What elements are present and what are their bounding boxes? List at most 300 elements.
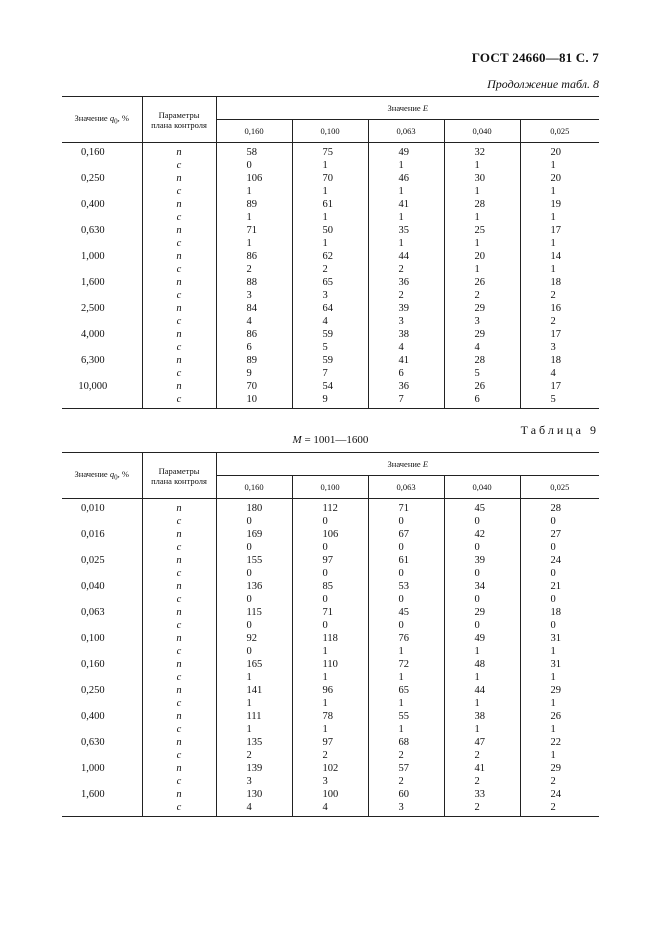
- param-symbol: n: [142, 198, 216, 211]
- sample-value: 24: [550, 555, 561, 566]
- sample-value: 1: [292, 723, 368, 736]
- sample-value: 1: [216, 723, 292, 736]
- table-row: [62, 499, 599, 516]
- sample-value: 9: [292, 393, 368, 409]
- q0-label-suffix: , %: [117, 468, 129, 479]
- sample-value: 0: [292, 515, 368, 528]
- sample-value: 1: [550, 186, 556, 197]
- sample-value: 20: [550, 147, 561, 158]
- sample-value: 2: [292, 749, 368, 762]
- q0-value: 0,630: [62, 224, 142, 237]
- q0-value: 1,000: [62, 250, 142, 263]
- q0-value: [62, 541, 142, 554]
- table-row: [62, 710, 599, 723]
- q0-value: 0,250: [62, 172, 142, 185]
- sample-value: 4: [368, 341, 444, 354]
- sample-value: 44: [368, 250, 444, 263]
- table-row: [62, 658, 599, 671]
- e-column-header: 0,025: [520, 120, 599, 143]
- sample-value: 2: [444, 289, 520, 302]
- sample-value: 5: [520, 393, 599, 409]
- params-label-line1: Параметры: [158, 465, 200, 476]
- table-row: [62, 250, 599, 263]
- sample-value: 18: [550, 277, 561, 288]
- sample-value: 38: [444, 710, 520, 723]
- table-row: [62, 632, 599, 645]
- param-symbol: n: [142, 380, 216, 393]
- sample-value: 72: [368, 658, 444, 671]
- sample-value: 102: [292, 762, 368, 775]
- q0-value: 2,500: [62, 302, 142, 315]
- q0-value: 0,400: [62, 710, 142, 723]
- param-symbol: c: [142, 749, 216, 762]
- q0-value: 4,000: [62, 328, 142, 341]
- table-9: [62, 452, 599, 817]
- sample-value: 17: [550, 225, 561, 236]
- e-symbol: E: [422, 103, 429, 113]
- sample-value: 41: [368, 198, 444, 211]
- table-row: [62, 380, 599, 393]
- table-row: [62, 684, 599, 697]
- sample-value: 0: [368, 619, 444, 632]
- sample-value: 34: [444, 580, 520, 593]
- q0-value: [62, 237, 142, 250]
- subtitle-symbol: M: [292, 434, 302, 446]
- sample-value: 1: [444, 185, 520, 198]
- param-symbol: n: [142, 499, 216, 516]
- sample-value: 55: [368, 710, 444, 723]
- sample-value: 36: [368, 380, 444, 393]
- table-row: [62, 354, 599, 367]
- table-row: [62, 143, 599, 160]
- param-symbol: c: [142, 775, 216, 788]
- sample-value: 28: [444, 354, 520, 367]
- sample-value: 3: [550, 342, 556, 353]
- table-row: [62, 367, 599, 380]
- sample-value: 135: [216, 736, 292, 749]
- sample-value: 41: [444, 762, 520, 775]
- sample-value: 4: [216, 315, 292, 328]
- q0-symbol: q: [109, 112, 115, 123]
- sample-value: 89: [216, 198, 292, 211]
- sample-value: 1: [444, 697, 520, 710]
- sample-value: 67: [368, 528, 444, 541]
- sample-value: 0: [216, 541, 292, 554]
- sample-value: 9: [216, 367, 292, 380]
- param-symbol: n: [142, 736, 216, 749]
- sample-value: 1: [292, 237, 368, 250]
- table-row: [62, 302, 599, 315]
- q0-value: [62, 567, 142, 580]
- sample-value: 0: [368, 541, 444, 554]
- sample-value: 5: [292, 341, 368, 354]
- sample-value: 0: [444, 567, 520, 580]
- sample-value: 22: [550, 737, 561, 748]
- param-symbol: n: [142, 580, 216, 593]
- q0-value: 10,000: [62, 380, 142, 393]
- e-column-header: 0,025: [520, 476, 599, 499]
- page-header: ГОСТ 24660—81 С. 7: [471, 50, 599, 65]
- q0-value: [62, 289, 142, 302]
- sample-value: 6: [444, 393, 520, 409]
- sample-value: 45: [444, 499, 520, 516]
- sample-value: 26: [550, 711, 561, 722]
- table-row: [62, 172, 599, 185]
- sample-value: 1: [550, 698, 556, 709]
- sample-value: 2: [444, 801, 520, 817]
- q0-value: 0,010: [62, 499, 142, 516]
- sample-value: 1: [368, 185, 444, 198]
- sample-value: 26: [444, 276, 520, 289]
- sample-value: 54: [292, 380, 368, 393]
- sample-value: 115: [216, 606, 292, 619]
- sample-value: 2: [216, 263, 292, 276]
- param-symbol: c: [142, 211, 216, 224]
- table-row: [62, 159, 599, 172]
- sample-value: 3: [216, 289, 292, 302]
- param-symbol: n: [142, 302, 216, 315]
- sample-value: 0: [444, 593, 520, 606]
- e-group-header: [216, 97, 599, 120]
- sample-value: 0: [550, 568, 556, 579]
- table-row: [62, 736, 599, 749]
- sample-value: 136: [216, 580, 292, 593]
- table-row: [62, 788, 599, 801]
- sample-value: 47: [444, 736, 520, 749]
- sample-value: 3: [216, 775, 292, 788]
- sample-value: 1: [444, 237, 520, 250]
- sample-value: 44: [444, 684, 520, 697]
- sample-value: 6: [368, 367, 444, 380]
- e-column-header: 0,063: [368, 120, 444, 143]
- e-column-header: 0,063: [368, 476, 444, 499]
- sample-value: 169: [216, 528, 292, 541]
- sample-value: 64: [292, 302, 368, 315]
- sample-value: 46: [368, 172, 444, 185]
- e-label-prefix: Значение: [387, 103, 423, 113]
- table-row: [62, 606, 599, 619]
- sample-value: 31: [550, 633, 561, 644]
- sample-value: 78: [292, 710, 368, 723]
- sample-value: 0: [550, 516, 556, 527]
- sample-value: 1: [292, 159, 368, 172]
- sample-value: 1: [292, 671, 368, 684]
- sample-value: 38: [368, 328, 444, 341]
- sample-value: 1: [550, 212, 556, 223]
- q0-value: 0,160: [62, 658, 142, 671]
- sample-value: 2: [216, 749, 292, 762]
- q0-value: [62, 775, 142, 788]
- sample-value: 49: [444, 632, 520, 645]
- q0-value: [62, 723, 142, 736]
- sample-value: 68: [368, 736, 444, 749]
- table-row: [62, 619, 599, 632]
- q0-label-prefix: Значение: [74, 468, 110, 479]
- sample-value: 97: [292, 736, 368, 749]
- sample-value: 1: [550, 264, 556, 275]
- sample-value: 106: [292, 528, 368, 541]
- sample-value: 42: [444, 528, 520, 541]
- sample-value: 16: [550, 303, 561, 314]
- param-symbol: n: [142, 632, 216, 645]
- e-column-header: 0,040: [444, 476, 520, 499]
- q0-value: 0,250: [62, 684, 142, 697]
- params-label-line2: плана контроля: [151, 119, 207, 130]
- sample-value: 0: [368, 515, 444, 528]
- sample-value: 3: [368, 315, 444, 328]
- table-row: [62, 554, 599, 567]
- sample-value: 1: [444, 671, 520, 684]
- sample-value: 31: [550, 659, 561, 670]
- params-column-header: [142, 453, 216, 499]
- sample-value: 3: [292, 289, 368, 302]
- q0-value: [62, 211, 142, 224]
- sample-value: 39: [368, 302, 444, 315]
- sample-value: 180: [216, 499, 292, 516]
- sample-value: 10: [216, 393, 292, 409]
- sample-value: 1: [216, 211, 292, 224]
- param-symbol: c: [142, 697, 216, 710]
- q0-value: [62, 367, 142, 380]
- sample-value: 1: [444, 645, 520, 658]
- params-label-line1: Параметры: [158, 109, 200, 120]
- e-column-header: 0,160: [216, 120, 292, 143]
- sample-value: 28: [550, 503, 561, 514]
- sample-value: 0: [292, 541, 368, 554]
- sample-value: 20: [444, 250, 520, 263]
- sample-value: 0: [550, 620, 556, 631]
- sample-value: 165: [216, 658, 292, 671]
- q0-label-prefix: Значение: [74, 112, 110, 123]
- sample-value: 36: [368, 276, 444, 289]
- sample-value: 28: [444, 198, 520, 211]
- table-row: [62, 541, 599, 554]
- sample-value: 2: [520, 801, 599, 817]
- sample-value: 1: [368, 645, 444, 658]
- sample-value: 3: [444, 315, 520, 328]
- q0-value: 0,400: [62, 198, 142, 211]
- param-symbol: c: [142, 367, 216, 380]
- sample-value: 65: [368, 684, 444, 697]
- q0-value: 1,000: [62, 762, 142, 775]
- sample-value: 18: [550, 607, 561, 618]
- sample-value: 0: [216, 515, 292, 528]
- sample-value: 1: [292, 185, 368, 198]
- sample-value: 26: [444, 380, 520, 393]
- q0-value: 0,160: [62, 143, 142, 160]
- sample-value: 106: [216, 172, 292, 185]
- sample-value: 0: [216, 593, 292, 606]
- param-symbol: c: [142, 619, 216, 632]
- sample-value: 1: [292, 211, 368, 224]
- sample-value: 112: [292, 499, 368, 516]
- sample-value: 1: [444, 263, 520, 276]
- sample-value: 33: [444, 788, 520, 801]
- table-row: [62, 276, 599, 289]
- sample-value: 30: [444, 172, 520, 185]
- sample-value: 1: [550, 160, 556, 171]
- sample-value: 1: [550, 750, 556, 761]
- param-symbol: n: [142, 224, 216, 237]
- param-symbol: c: [142, 567, 216, 580]
- sample-value: 3: [292, 775, 368, 788]
- sample-value: 1: [368, 211, 444, 224]
- table-8: [62, 96, 599, 409]
- table-row: [62, 697, 599, 710]
- param-symbol: n: [142, 328, 216, 341]
- param-symbol: c: [142, 723, 216, 736]
- sample-value: 2: [444, 775, 520, 788]
- param-symbol: c: [142, 263, 216, 276]
- sample-value: 0: [292, 593, 368, 606]
- sample-value: 1: [368, 671, 444, 684]
- sample-value: 65: [292, 276, 368, 289]
- sample-value: 85: [292, 580, 368, 593]
- sample-value: 0: [216, 567, 292, 580]
- sample-value: 18: [550, 355, 561, 366]
- q0-value: 6,300: [62, 354, 142, 367]
- sample-value: 75: [292, 143, 368, 160]
- param-symbol: n: [142, 276, 216, 289]
- param-symbol: c: [142, 315, 216, 328]
- table-row: [62, 289, 599, 302]
- sample-value: 0: [368, 567, 444, 580]
- param-symbol: c: [142, 541, 216, 554]
- sample-value: 21: [550, 581, 561, 592]
- q0-column-header: [62, 453, 142, 499]
- sample-value: 86: [216, 250, 292, 263]
- param-symbol: c: [142, 515, 216, 528]
- q0-value: [62, 697, 142, 710]
- table-9-subtitle: [0, 434, 661, 446]
- q0-value: 0,016: [62, 528, 142, 541]
- table-row: [62, 801, 599, 817]
- sample-value: 0: [292, 567, 368, 580]
- sample-value: 1: [368, 723, 444, 736]
- sample-value: 1: [292, 697, 368, 710]
- param-symbol: c: [142, 341, 216, 354]
- q0-value: [62, 315, 142, 328]
- param-symbol: n: [142, 143, 216, 160]
- param-symbol: c: [142, 289, 216, 302]
- sample-value: 2: [368, 775, 444, 788]
- sample-value: 35: [368, 224, 444, 237]
- table-continuation-label: Продолжение табл. 8: [487, 77, 599, 91]
- sample-value: 29: [550, 763, 561, 774]
- sample-value: 1: [550, 672, 556, 683]
- sample-value: 1: [216, 237, 292, 250]
- sample-value: 60: [368, 788, 444, 801]
- sample-value: 45: [368, 606, 444, 619]
- sample-value: 1: [550, 724, 556, 735]
- sample-value: 61: [292, 198, 368, 211]
- q0-value: [62, 593, 142, 606]
- sample-value: 39: [444, 554, 520, 567]
- sample-value: 1: [216, 185, 292, 198]
- table-row: [62, 224, 599, 237]
- q0-value: [62, 645, 142, 658]
- sample-value: 1: [368, 237, 444, 250]
- sample-value: 1: [550, 238, 556, 249]
- sample-value: 20: [550, 173, 561, 184]
- param-symbol: c: [142, 801, 216, 817]
- sample-value: 2: [444, 749, 520, 762]
- table-row: [62, 315, 599, 328]
- sample-value: 96: [292, 684, 368, 697]
- table-row: [62, 580, 599, 593]
- sample-value: 29: [444, 606, 520, 619]
- sample-value: 2: [368, 749, 444, 762]
- sample-value: 0: [368, 593, 444, 606]
- table-row: [62, 515, 599, 528]
- sample-value: 4: [292, 315, 368, 328]
- sample-value: 50: [292, 224, 368, 237]
- q0-value: [62, 185, 142, 198]
- q0-value: [62, 393, 142, 409]
- param-symbol: n: [142, 172, 216, 185]
- q0-value: 1,600: [62, 788, 142, 801]
- q0-value: 0,063: [62, 606, 142, 619]
- param-symbol: n: [142, 354, 216, 367]
- sample-value: 3: [368, 801, 444, 817]
- table-row: [62, 528, 599, 541]
- q0-value: [62, 159, 142, 172]
- table-row: [62, 749, 599, 762]
- sample-value: 24: [550, 789, 561, 800]
- sample-value: 25: [444, 224, 520, 237]
- param-symbol: n: [142, 788, 216, 801]
- q0-value: 0,630: [62, 736, 142, 749]
- q0-value: [62, 801, 142, 817]
- q0-value: 0,100: [62, 632, 142, 645]
- sample-value: 57: [368, 762, 444, 775]
- sample-value: 1: [444, 211, 520, 224]
- sample-value: 70: [292, 172, 368, 185]
- sample-value: 70: [216, 380, 292, 393]
- sample-value: 0: [216, 159, 292, 172]
- param-symbol: n: [142, 684, 216, 697]
- sample-value: 111: [216, 710, 292, 723]
- param-symbol: n: [142, 528, 216, 541]
- sample-value: 61: [368, 554, 444, 567]
- param-symbol: n: [142, 762, 216, 775]
- q0-column-header: [62, 97, 142, 143]
- param-symbol: c: [142, 185, 216, 198]
- sample-value: 48: [444, 658, 520, 671]
- sample-value: 71: [216, 224, 292, 237]
- sample-value: 53: [368, 580, 444, 593]
- e-column-header: 0,100: [292, 476, 368, 499]
- q0-subscript: 0: [114, 473, 118, 482]
- e-column-header: 0,160: [216, 476, 292, 499]
- sample-value: 5: [444, 367, 520, 380]
- q0-value: [62, 341, 142, 354]
- sample-value: 2: [368, 263, 444, 276]
- sample-value: 118: [292, 632, 368, 645]
- sample-value: 1: [292, 645, 368, 658]
- table-row: [62, 328, 599, 341]
- param-symbol: c: [142, 237, 216, 250]
- sample-value: 86: [216, 328, 292, 341]
- e-column-header: 0,040: [444, 120, 520, 143]
- sample-value: 59: [292, 354, 368, 367]
- sample-value: 1: [444, 723, 520, 736]
- sample-value: 17: [550, 329, 561, 340]
- sample-value: 19: [550, 199, 561, 210]
- e-group-header: [216, 453, 599, 476]
- sample-value: 139: [216, 762, 292, 775]
- table-row: [62, 762, 599, 775]
